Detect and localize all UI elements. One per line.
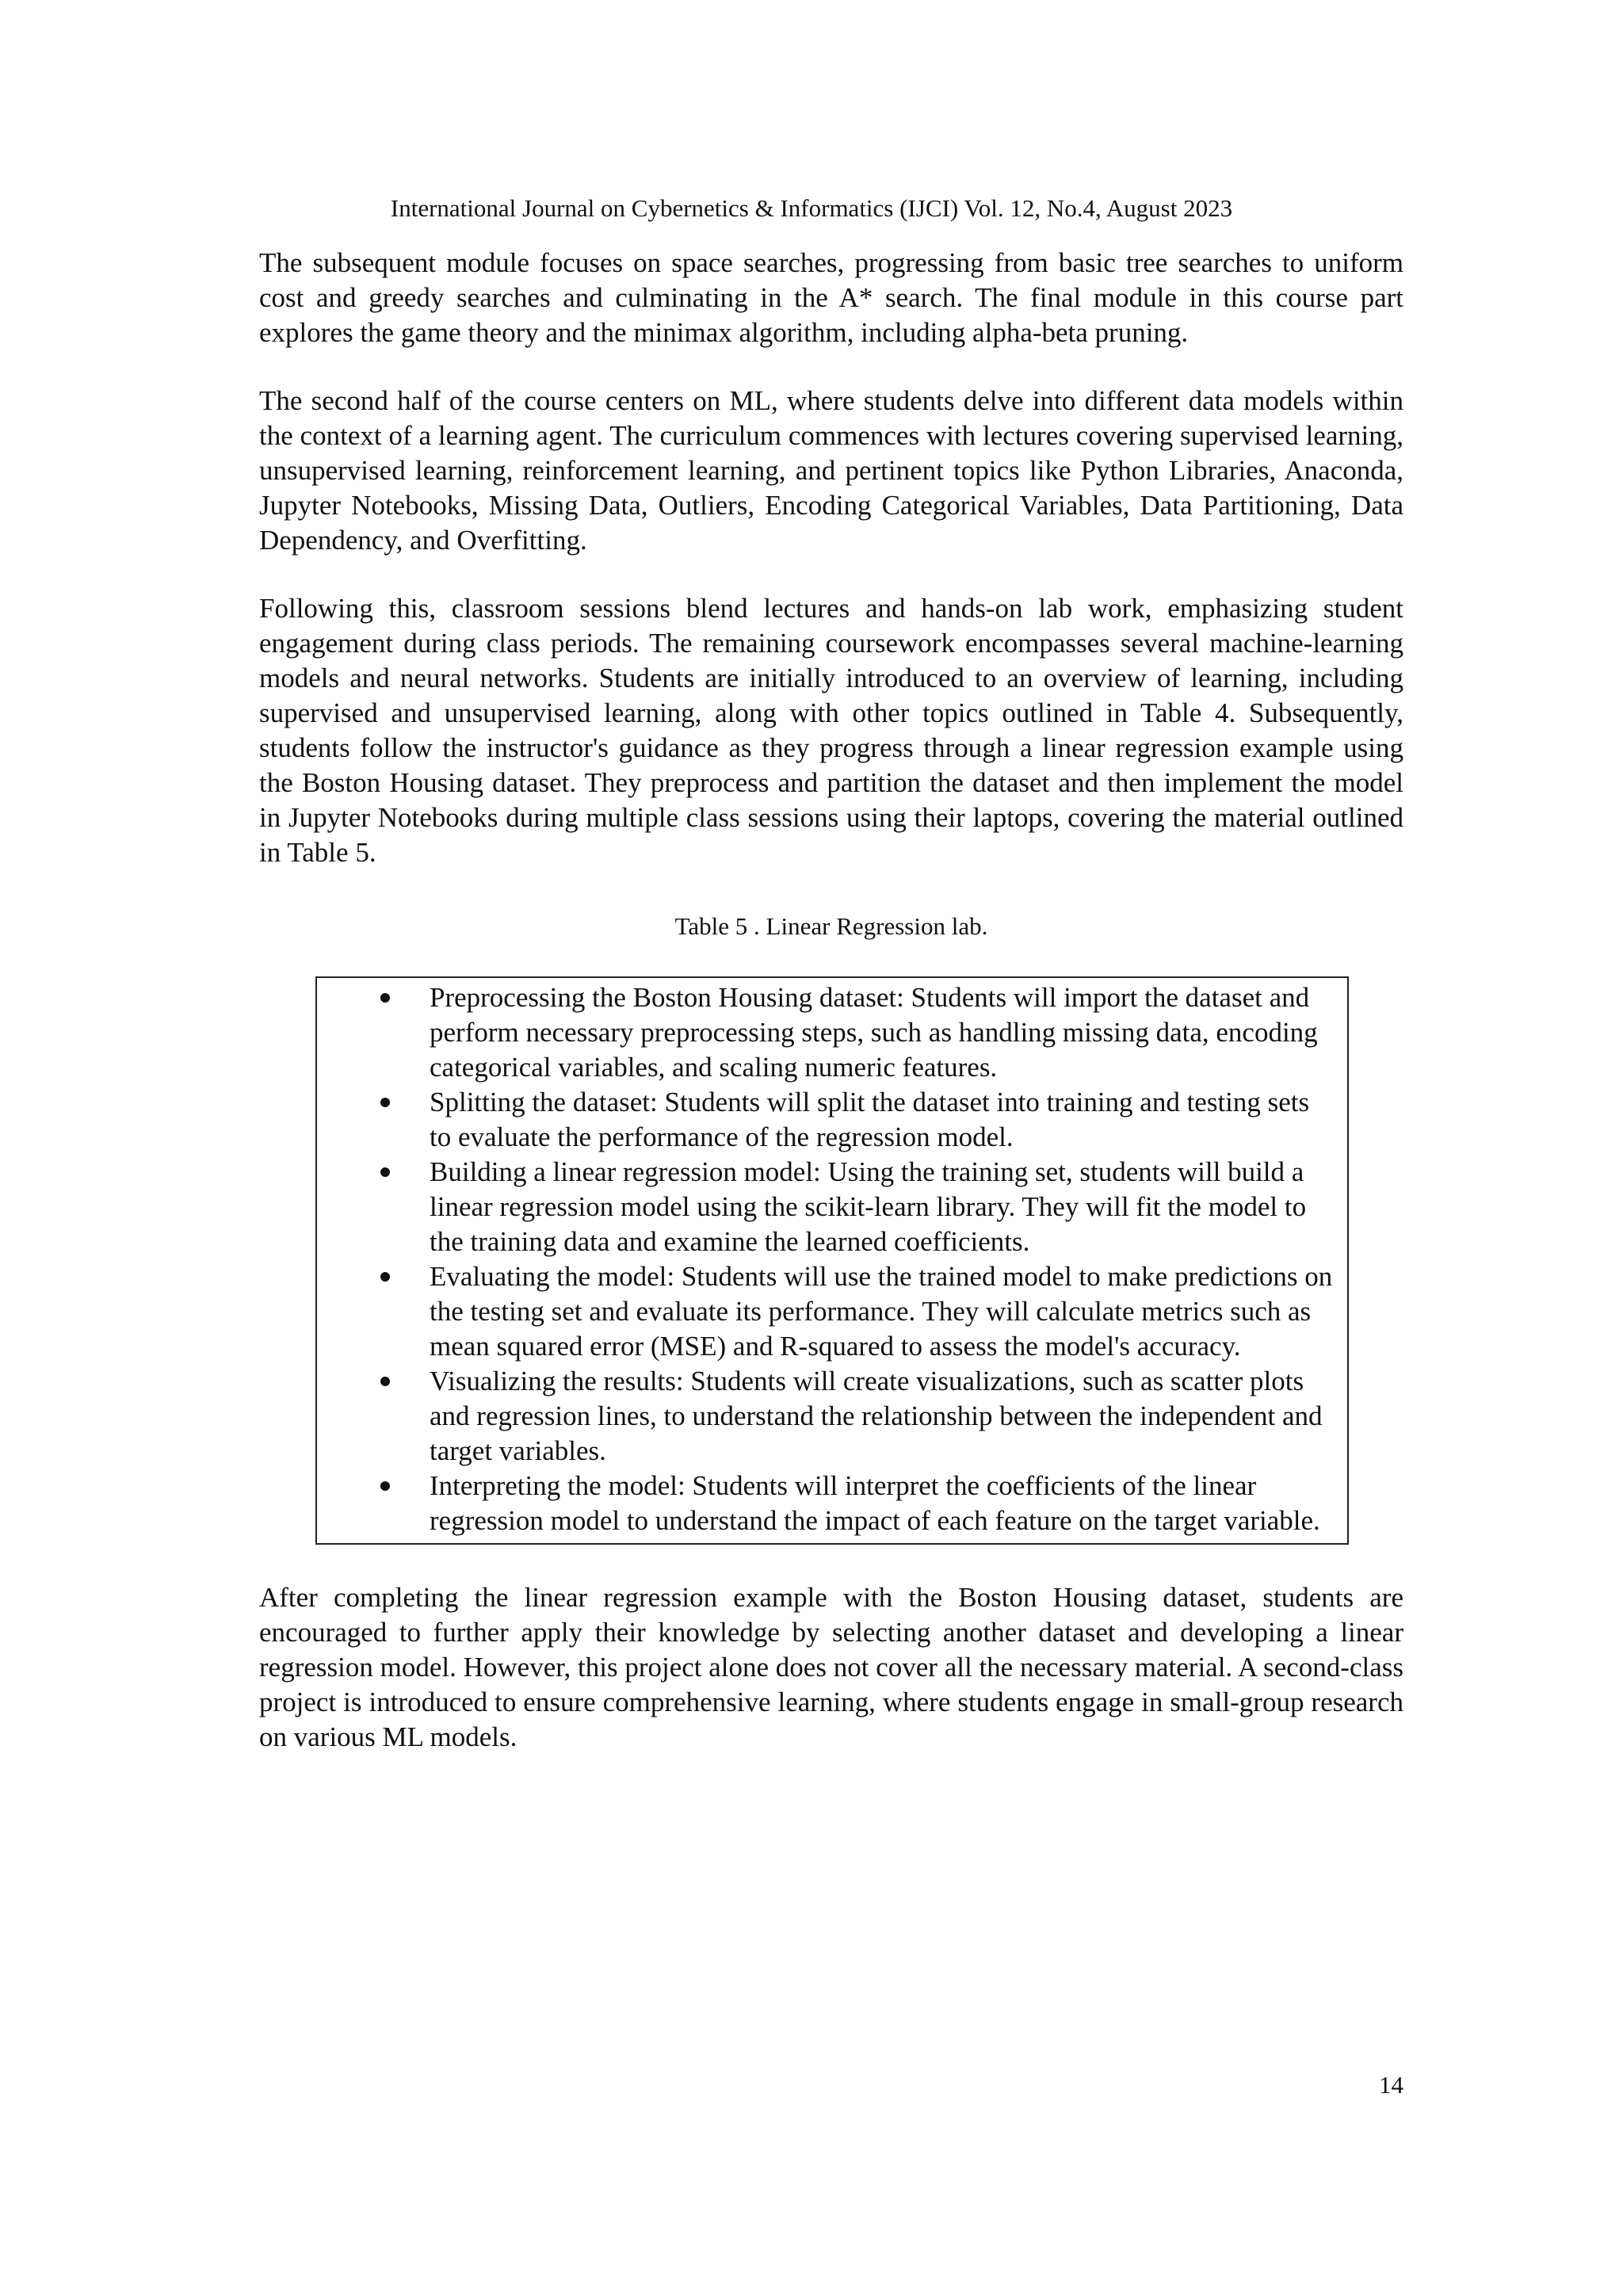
- bullet-icon: [380, 1167, 390, 1177]
- linear-regression-lab-table: [315, 976, 1349, 1545]
- bullet-icon: [380, 1272, 390, 1282]
- body-text: [259, 246, 1403, 1755]
- paragraph-search-modules: The subsequent module focuses on space searches, progressing from basic tree searches to uniform cost and greedy searches and culminating in the A* search. The final module in this course part explores the game theory and the minimax algorithm, including alpha-beta pruning.: [259, 247, 1403, 348]
- list-item: [317, 980, 1347, 1085]
- list-item-text: Visualizing the results: Students will create visualizations, such as scatter plots and regression lines, to understand the relationship between the independent and target variables.: [430, 1366, 1323, 1466]
- list-item-text: Evaluating the model: Students will use the trained model to make predictions on the testing set and evaluate its performance. They will calculate metrics such as mean squared error (MSE) and R-squared to assess the model's accuracy.: [430, 1261, 1333, 1362]
- table-caption: Table 5 . Linear Regression lab.: [674, 912, 988, 940]
- paragraph-ml-half: The second half of the course centers on ML, where students delve into different data models within the context of a learning agent. The curriculum commences with lectures covering supervised learning, unsupervised learning, reinforcement learning, and pertinent topics like Python Libraries, Anaconda, Jupyter Notebooks, Missing Data, Outliers, Encoding Categorical Variables, Data Partitioning, Data Dependency, and Overfitting.: [259, 385, 1403, 556]
- paragraph-classroom-sessions: Following this, classroom sessions blend lectures and hands-on lab work, emphasizing student engagement during class periods. The remaining coursework encompasses several machine-learning models and neural networks. Students are initially introduced to an overview of learning, including supervised and unsupervised learning, along with other topics outlined in Table 4. Subsequently, students follow the instructor's guidance as they progress through a linear regression example using the Boston Housing dataset. They preprocess and partition the dataset and then implement the model in Jupyter Notebooks during multiple class sessions using their laptops, covering the material outlined in Table 5.: [259, 593, 1403, 868]
- bullet-icon: [380, 1098, 390, 1107]
- bullet-icon: [380, 1481, 390, 1491]
- list-item-text: Preprocessing the Boston Housing dataset: Students will import the dataset and perform necessary preprocessing steps, such as handling missing data, encoding categorical variables, and scaling numeric features.: [430, 982, 1318, 1083]
- bullet-icon: [380, 993, 390, 1003]
- lab-steps-list: [317, 980, 1347, 1538]
- list-item: [317, 1364, 1347, 1469]
- list-item-text: Building a linear regression model: Using the training set, students will build a linear regression model using the scikit-learn library. They will fit the model to the training data and examine the learned coefficients.: [430, 1156, 1307, 1257]
- list-item: [317, 1259, 1347, 1364]
- paragraph-after-lab: After completing the linear regression example with the Boston Housing dataset, students are encouraged to further apply their knowledge by selecting another dataset and developing a linear regression model. However, this project alone does not cover all the necessary material. A second-class project is introduced to ensure comprehensive learning, where students engage in small-group research on various ML models.: [259, 1582, 1403, 1752]
- list-item-text: Interpreting the model: Students will interpret the coefficients of the linear regression model to understand the impact of each feature on the target variable.: [430, 1470, 1320, 1536]
- bullet-icon: [380, 1377, 390, 1386]
- list-item: [317, 1469, 1347, 1538]
- running-header: International Journal on Cybernetics & Informatics (IJCI) Vol. 12, No.4, August 2023: [390, 194, 1233, 222]
- page-number: 14: [1379, 2071, 1403, 2099]
- list-item: [317, 1085, 1347, 1155]
- list-item-text: Splitting the dataset: Students will split the dataset into training and testing sets to evaluate the performance of the regression model.: [430, 1087, 1310, 1152]
- list-item: [317, 1155, 1347, 1259]
